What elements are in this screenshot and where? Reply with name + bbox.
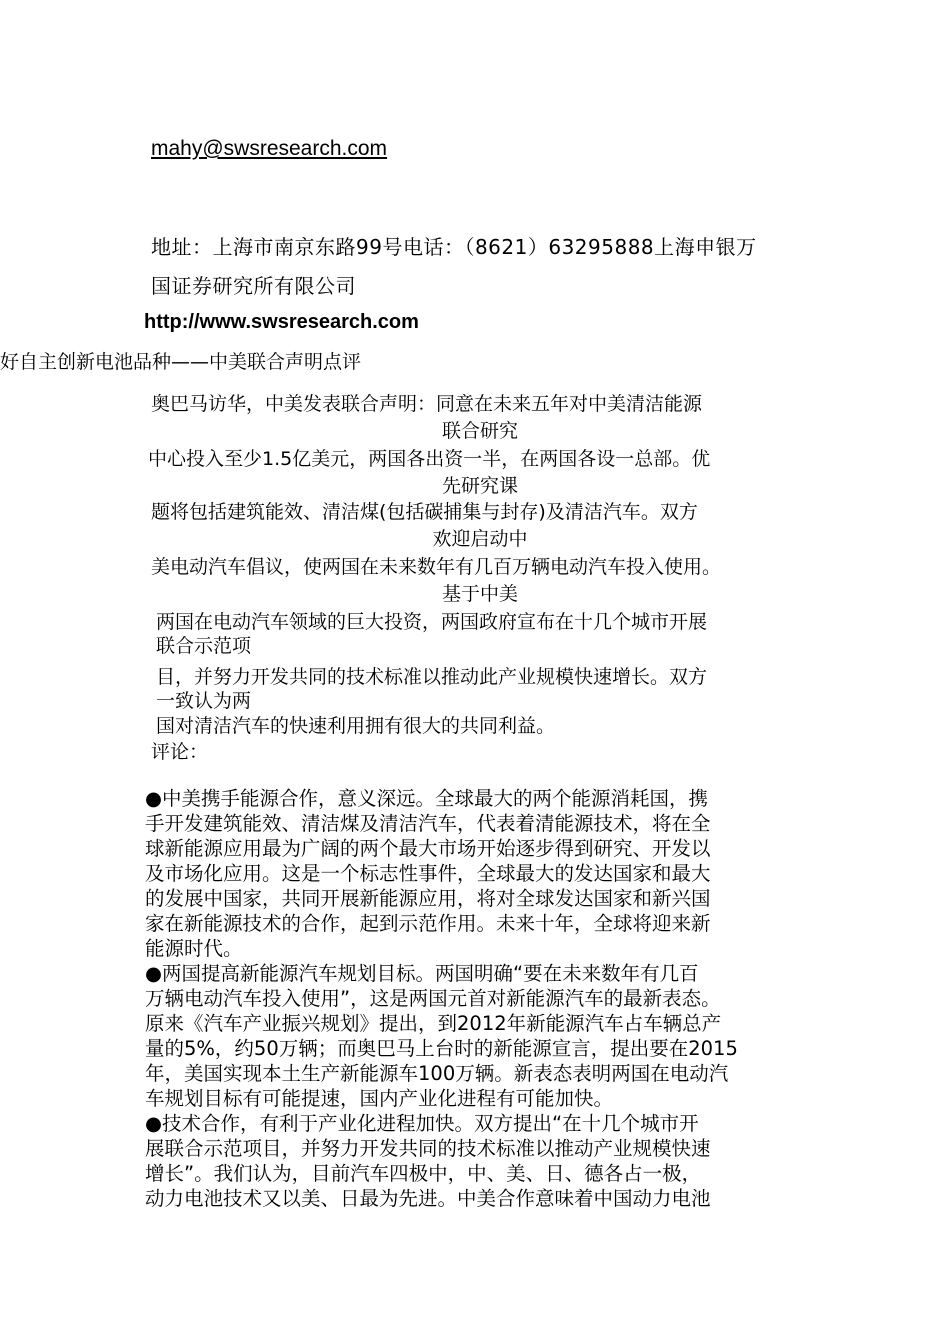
email-link[interactable]: mahy@swsresearch.com [151,137,388,160]
comment-body [145,786,825,1211]
summary-line: 目，并努力开发共同的技术标准以推动此产业规模快速增长。双方 [156,666,708,688]
body-line: 增长”。我们认为，目前汽车四极中，中、美、日、德各占一极， [145,1162,702,1185]
summary-line-cont: 基于中美 [441,583,518,605]
comment-label: 评论： [151,741,209,763]
body-line: 展联合示范项目，并努力开发共同的技术标准以推动产业规模快速 [145,1137,711,1160]
summary-line: 中心投入至少1.5亿美元，两国各出资一半，在两国各设一总部。优 [148,448,711,470]
body-line: ●技术合作，有利于产业化进程加快。双方提出“在十几个城市开 [145,1112,699,1135]
body-line: 动力电池技术又以美、日最为先进。中美合作意味着中国动力电池 [145,1187,711,1210]
body-line: 的发展中国家，共同开展新能源应用，将对全球发达国家和新兴国 [145,887,711,910]
summary-line: 奥巴马访华，中美发表联合声明：同意在未来五年对中美清洁能源 [151,393,703,415]
address-line-1: 地址：上海市南京东路99号电话：（8621）63295888上海申银万 [151,235,757,259]
body-line: 球新能源应用最为广阔的两个最大市场开始逐步得到研究、开发以 [145,837,711,860]
body-line: 手开发建筑能效、清洁煤及清洁汽车，代表着清能源技术，将在全 [145,812,711,835]
body-line: 原来《汽车产业振兴规划》提出，到2012年新能源汽车占车辆总产 [145,1012,722,1035]
body-line: 家在新能源技术的合作，起到示范作用。未来十年，全球将迎来新 [145,912,711,935]
summary-line-cont: 联合示范项 [156,635,252,657]
summary-line: 题将包括建筑能效、清洁煤(包括碳捕集与封存)及清洁汽车。双方 [151,501,698,523]
summary-line: 国对清洁汽车的快速利用拥有很大的共同利益。 [156,715,556,737]
body-line: 年，美国实现本土生产新能源车100万辆。新表态表明两国在电动汽 [145,1062,729,1085]
summary-line-cont: 一致认为两 [156,690,252,712]
summary-line: 两国在电动汽车领域的巨大投资，两国政府宣布在十几个城市开展 [156,611,708,633]
body-line: 及市场化应用。这是一个标志性事件，全球最大的发达国家和最大 [145,862,711,885]
body-line: ●中美携手能源合作，意义深远。全球最大的两个能源消耗国，携 [145,787,709,810]
summary-line: 美电动汽车倡议，使两国在未来数年有几百万辆电动汽车投入使用。 [151,556,722,578]
website-link[interactable]: http://www.swsresearch.com [144,311,419,333]
summary-line-cont: 联合研究 [441,420,518,442]
section-title: 好自主创新电池品种——中美联合声明点评 [0,351,362,373]
body-line: 能源时代。 [145,937,243,960]
summary-line-cont: 欢迎启动中 [432,528,528,550]
body-line: 量的5%，约50万辆；而奥巴马上台时的新能源宣言，提出要在2015 [145,1037,738,1060]
summary-line-cont: 先研究课 [441,475,518,497]
body-line: 车规划目标有可能提速，国内产业化进程有可能加快。 [145,1087,614,1110]
body-line: ●两国提高新能源汽车规划目标。两国明确“要在未来数年有几百 [145,962,699,985]
address-line-2: 国证券研究所有限公司 [151,274,356,298]
body-line: 万辆电动汽车投入使用”，这是两国元首对新能源汽车的最新表态。 [145,987,721,1010]
